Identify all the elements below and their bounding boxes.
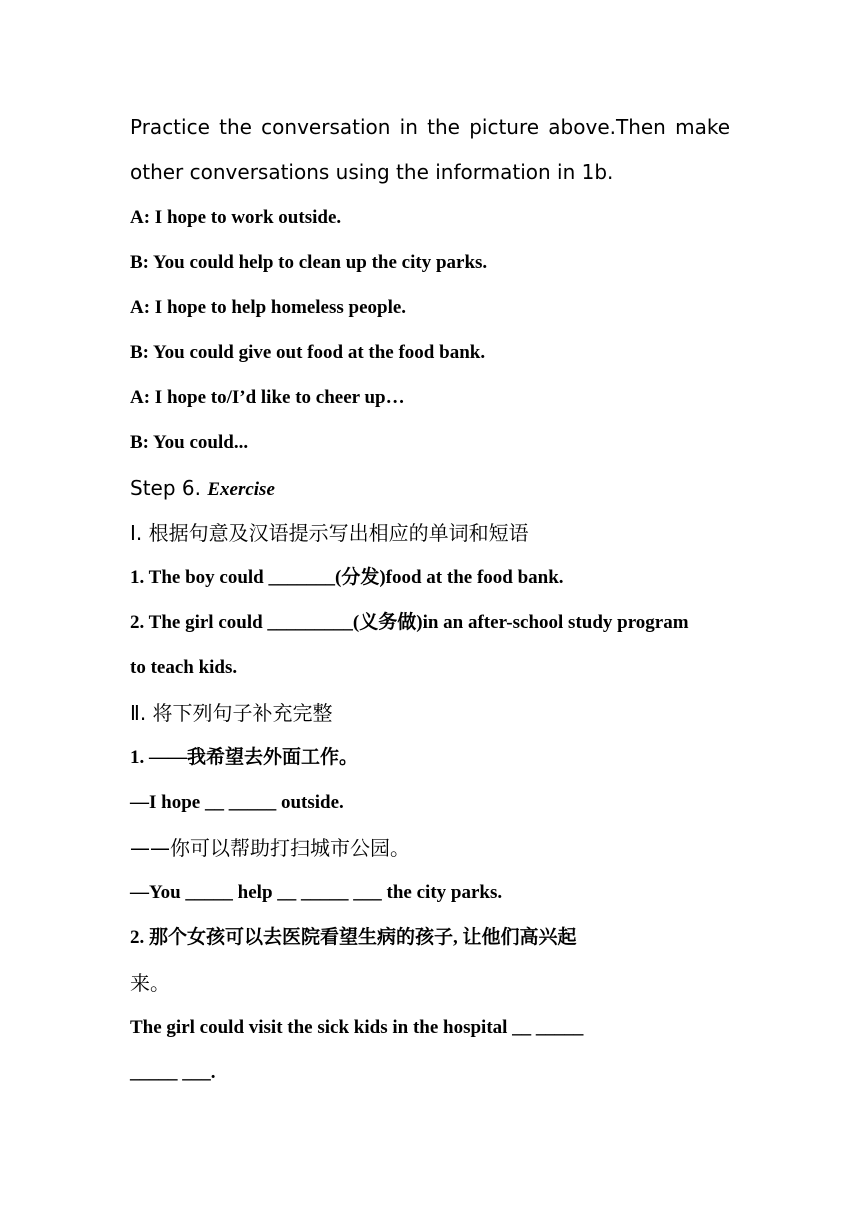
dialogue-line: A: I hope to help homeless people. — [130, 297, 407, 318]
section1-heading: Ⅰ. 根据句意及汉语提示写出相应的单词和短语 — [130, 521, 529, 545]
dialogue-line: A: I hope to work outside. — [130, 207, 342, 228]
section2-q2-chinese-line-2: 来。 — [130, 971, 170, 995]
section2-q1-english-1: —I hope __ _____ outside. — [130, 792, 344, 813]
dialogue-line: B: You could... — [130, 432, 249, 453]
section2-q2-chinese-line-1: 2. 那个女孩可以去医院看望生病的孩子, 让他们高兴起 — [130, 927, 577, 948]
section2-heading: Ⅱ. 将下列句子补充完整 — [130, 701, 333, 725]
dialogue-line: B: You could give out food at the food bank. — [130, 342, 486, 363]
dialogue-line: A: I hope to/I’d like to cheer up… — [130, 387, 405, 408]
section1-question-2-line-1: 2. The girl could _________(义务做)in an after-school study program — [130, 612, 689, 633]
section2-q2-english-line-1: The girl could visit the sick kids in the hospital __ _____ — [130, 1017, 584, 1038]
intro-line-1: Practice the conversation in the picture above.Then make — [130, 115, 730, 139]
section1-question-1: 1. The boy could _______(分发)food at the food bank. — [130, 567, 564, 588]
intro-line-2: other conversations using the information in 1b. — [130, 160, 614, 184]
step-title: Exercise — [207, 479, 275, 500]
section2-q1-english-2: —You _____ help __ _____ ___ the city parks. — [130, 882, 503, 903]
section1-question-2-line-2: to teach kids. — [130, 657, 238, 678]
section2-q1-chinese-1: 1. ——我希望去外面工作。 — [130, 747, 359, 768]
section2-q2-english-line-2: _____ ___. — [130, 1062, 216, 1083]
step-heading — [130, 474, 275, 504]
step-prefix: Step 6. — [130, 476, 208, 500]
dialogue-line: B: You could help to clean up the city parks. — [130, 252, 488, 273]
section2-q1-chinese-2: ——你可以帮助打扫城市公园。 — [130, 836, 410, 860]
